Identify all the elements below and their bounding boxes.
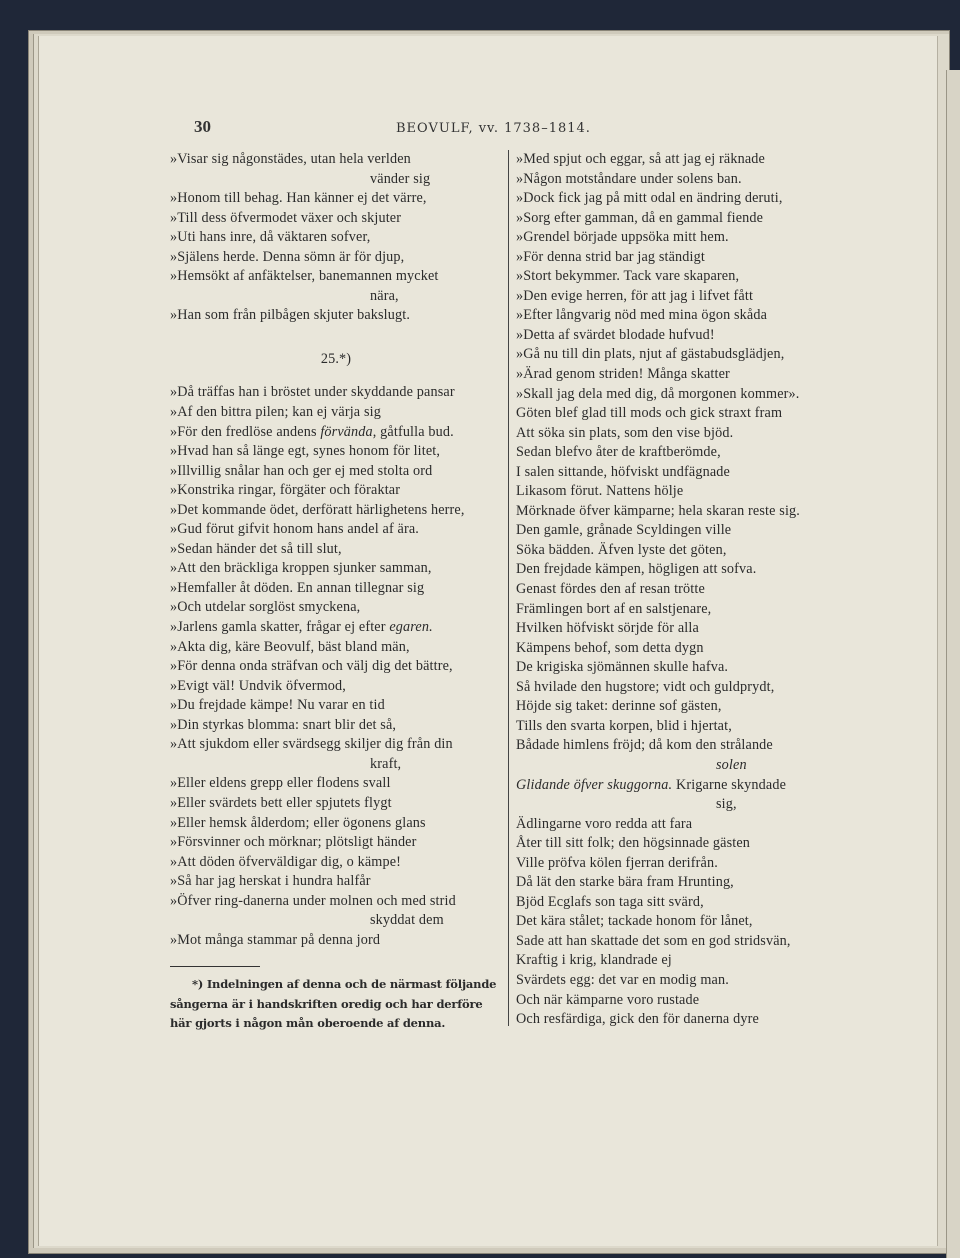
verse-line: Likasom förut. Nattens hölje xyxy=(516,483,684,500)
verse-line: »Det kommande ödet, derföratt härlighetens herre, xyxy=(170,501,465,518)
page-number: 30 xyxy=(194,117,211,136)
verse-line: Den frejdade kämpen, högligen att sofva. xyxy=(516,561,757,578)
verse-line: Ville pröfva kölen fjerran derifrån. xyxy=(516,854,718,871)
verse-line: Sedan blefvo åter de kraftberömde, xyxy=(516,444,721,461)
footnote-rule xyxy=(170,966,260,967)
verse-line: I salen sittande, höfviskt undfägnade xyxy=(516,463,730,480)
verse-line: Svärdets egg: det var en modig man. xyxy=(516,971,729,988)
verse-line: Främlingen bort af en salstjenare, xyxy=(516,600,712,617)
verse-line-continuation: nära, xyxy=(370,287,399,304)
verse-line-continuation: kraft, xyxy=(370,755,402,772)
footnote-line: *) Indelningen af denna och de närmast följande xyxy=(192,977,497,992)
verse-line: »Skall jag dela med dig, då morgonen kommer». xyxy=(516,385,800,402)
verse-line: Det kära stålet; tackade honom för lånet, xyxy=(516,913,753,930)
verse-line: Hvilken höfviskt sörjde för alla xyxy=(516,620,699,637)
verse-line-continuation xyxy=(516,756,846,776)
verse-line: De krigiska sjömännen skulle hafva. xyxy=(516,659,729,676)
verse-line: »Och utdelar sorglöst smyckena, xyxy=(170,599,361,616)
verse-line: »Försvinner och mörknar; plötsligt händer xyxy=(170,834,417,851)
verse-line: Höjde sig taket: derinne sof gästen, xyxy=(516,698,722,715)
verse-line: Genast fördes den af resan trötte xyxy=(516,581,705,598)
verse-line: »Så har jag herskat i hundra halfår xyxy=(170,873,371,890)
verse-line: »Gå nu till din plats, njut af gästabudsglädjen, xyxy=(516,346,785,363)
verse-line: »För denna strid bar jag ständigt xyxy=(516,248,705,265)
verse-line: »Själens herde. Denna sömn är för djup, xyxy=(170,248,405,265)
verse-line: Bådade himlens fröjd; då kom den strålande xyxy=(516,737,773,754)
verse-line: »Hemsökt af anfäktelser, banemannen mycket xyxy=(170,268,439,285)
verse-line: »Gud förut gifvit honom hans andel af ära. xyxy=(170,521,419,538)
verse-line: Mörknade öfver kämparne; hela skaran reste sig. xyxy=(516,502,800,519)
verse-line: »Honom till behag. Han känner ej det värre, xyxy=(170,190,427,207)
verse-line: »Detta af svärdet blodade hufvud! xyxy=(516,326,715,343)
verse-line: Göten blef glad till mods och gick straxt fram xyxy=(516,405,783,422)
running-title: BEOVULF, vv. 1738–1814. xyxy=(396,121,591,136)
footnote-line: sångerna är i handskriften oredig och har derföre xyxy=(170,996,483,1011)
verse-line: »Att sjukdom eller svärdsegg skiljer dig från din xyxy=(170,736,453,753)
verse-line: »Eller eldens grepp eller flodens svall xyxy=(170,775,391,792)
verse-line: Så hvilade den hugstore; vidt och guldprydt, xyxy=(516,678,775,695)
verse-line xyxy=(516,776,846,796)
verse-line: »Stort bekymmer. Tack vare skaparen, xyxy=(516,268,740,285)
right-column xyxy=(516,150,846,1030)
verse-line xyxy=(170,618,502,638)
verse-line: »Någon motståndare under solens ban. xyxy=(516,170,742,187)
verse-line: Att söka sin plats, som den vise bjöd. xyxy=(516,424,734,441)
verse-line: Bjöd Ecglafs son taga sitt svärd, xyxy=(516,893,704,910)
italic-text: solen xyxy=(716,756,747,773)
verse-line: »Eller hemsk ålderdom; eller ögonens glans xyxy=(170,814,426,831)
verse-line: Kämpens behof, som detta dygn xyxy=(516,639,704,656)
verse-line: Åter till sitt folk; den högsinnade gästen xyxy=(516,835,751,852)
verse-line: Den gamle, grånade Scyldingen ville xyxy=(516,522,732,539)
verse-line: »Till dess öfvermodet växer och skjuter xyxy=(170,209,402,226)
verse-line: »Af den bittra pilen; kan ej värja sig xyxy=(170,404,381,421)
verse-line: Då lät den starke bära fram Hrunting, xyxy=(516,874,734,891)
verse-block xyxy=(516,150,846,1030)
verse-line: »Grendel började uppsöka mitt hem. xyxy=(516,229,729,246)
verse-line: »Att döden öfverväldigar dig, o kämpe! xyxy=(170,853,402,870)
verse-line: Söka bädden. Äfven lyste det göten, xyxy=(516,541,727,558)
verse-line: »Sedan händer det så till slut, xyxy=(170,540,342,557)
verse-line: »Han som från pilbågen skjuter bakslugt. xyxy=(170,307,411,324)
verse-line: »Visar sig någonstädes, utan hela verlden xyxy=(170,151,411,167)
verse-line: »Konstrika ringar, förgäter och föraktar xyxy=(170,482,401,499)
verse-line: »Illvillig snålar han och ger ej med stolta ord xyxy=(170,462,433,479)
verse-line-continuation: vänder sig xyxy=(370,170,431,187)
verse-line: »Uti hans inre, då väktaren sofver, xyxy=(170,229,371,246)
verse-line: »Din styrkas blomma: snart blir det så, xyxy=(170,716,397,733)
verse-line: »Ärad genom striden! Många skatter xyxy=(516,366,730,383)
verse-line: »Efter långvarig nöd med mina ögon skåda xyxy=(516,307,768,324)
verse-line: »Med spjut och eggar, så att jag ej räknade xyxy=(516,151,765,167)
footnote-line: här gjorts i någon mån oberoende af denna. xyxy=(170,1016,446,1031)
verse-block-b xyxy=(170,383,502,950)
verse-line: Tills den svarta korpen, blid i hjertat, xyxy=(516,717,732,734)
verse-line-continuation: sig, xyxy=(716,796,737,813)
italic-text: förvända xyxy=(320,423,373,440)
verse-line: »Du frejdade kämpe! Nu varar en tid xyxy=(170,697,385,714)
verse-line: »Hvad han så länge egt, synes honom för litet, xyxy=(170,443,441,460)
section-heading: 25.*) xyxy=(320,350,352,367)
verse-line: »Akta dig, käre Beovulf, bäst bland män, xyxy=(170,638,410,655)
verse-line: »Mot många stammar på denna jord xyxy=(170,931,381,948)
verse-line: »Öfver ring-danerna under molnen och med strid xyxy=(170,892,456,909)
verse-block-a xyxy=(170,150,502,326)
verse-line: »Eller svärdets bett eller spjutets flygt xyxy=(170,794,392,811)
verse-line: »Dock fick jag på mitt odal en ändring deruti, xyxy=(516,190,783,207)
verse-line: »Att den bräckliga kroppen sjunker samman, xyxy=(170,560,432,577)
verse-line: Ädlingarne voro redda att fara xyxy=(516,815,693,832)
text-segment: , gåtfulla bud. xyxy=(372,423,454,440)
left-column xyxy=(170,150,502,1034)
verse-line: »Evigt väl! Undvik öfvermod, xyxy=(170,677,346,694)
verse-line: Sade att han skattade det som en god stridsvän, xyxy=(516,932,791,949)
verse-line: Och när kämparne voro rustade xyxy=(516,991,700,1008)
verse-line: »Sorg efter gamman, då en gammal fiende xyxy=(516,209,764,226)
verse-line: »För denna onda sträfvan och välj dig det bättre, xyxy=(170,658,453,675)
verse-line xyxy=(170,423,502,443)
verse-line: »Den evige herren, för att jag i lifvet fått xyxy=(516,287,754,304)
verse-line: »Då träffas han i bröstet under skyddande pansar xyxy=(170,384,455,401)
adjacent-page-edge xyxy=(946,70,960,1258)
verse-line-continuation: skyddat dem xyxy=(370,912,444,929)
italic-text: egaren. xyxy=(389,619,433,636)
footnote xyxy=(170,975,502,1034)
verse-line: Kraftig i krig, klandrade ej xyxy=(516,952,672,969)
verse-line: »Hemfaller åt döden. En annan tillegnar sig xyxy=(170,579,425,596)
verse-line: Och resfärdiga, gick den för danerna dyre xyxy=(516,1011,759,1028)
italic-text: Glidande öfver skuggorna. xyxy=(516,776,673,793)
text-segment: »Jarlens gamla skatter, frågar ej efter xyxy=(170,619,390,636)
text-segment: Krigarne skyndade xyxy=(672,776,787,793)
column-divider xyxy=(508,150,509,1026)
text-segment: »För den fredlöse andens xyxy=(170,423,321,440)
